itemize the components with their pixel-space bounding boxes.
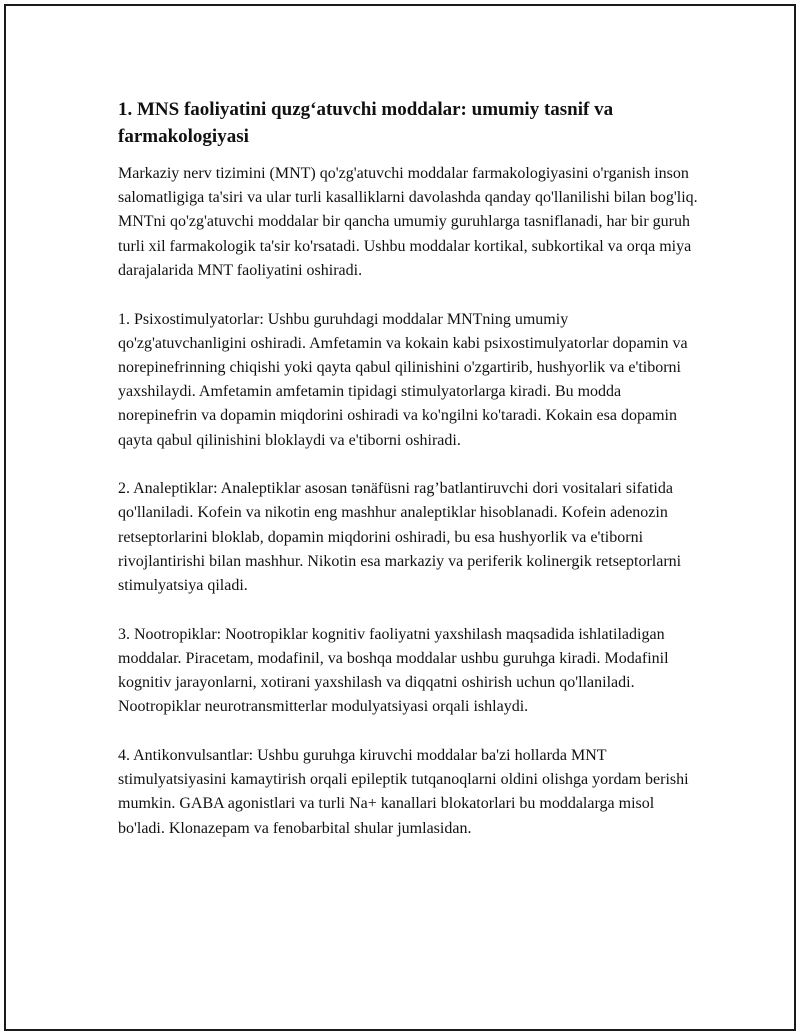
intro-paragraph: Markaziy nerv tizimini (MNT) qo'zg'atuvchi moddalar farmakologiyasini o'rganish inson salomatligiga ta'siri va ular turli kasalliklarni davolashda qanday qo'llanilishi bilan bog'liq. MNTni qo'zg'atuvchi moddalar bir qancha umumiy guruhlarga tasniflanadi, har bir guruh turli xil farmakologik ta'sir ko'rsatadi. Ushbu moddalar kortikal, subkortikal va orqa miya darajalarida MNT faoliyatini oshiradi. [118,165,698,279]
nootropiklar-paragraph: 3. Nootropiklar: Nootropiklar kognitiv faoliyatni yaxshilash maqsadida ishlatiladigan moddalar. Piracetam, modafinil, va boshqa moddalar ushbu guruhga kiradi. Modafinil kognitiv jarayonlarni, xotirani yaxshilash va diqqatni oshirish uchun qo'llaniladi. Nootropiklar neurotransmitterlar modulyatsiyasi orqali ishlaydi. [118,625,669,716]
antikonvulsantlar-paragraph: 4. Antikonvulsantlar: Ushbu guruhga kiruvchi moddalar ba'zi hollarda MNT stimulyatsiyasini kamaytirish orqali epileptik tutqanoqlarni oldini olishga yordam berishi mumkin. GABA agonistlari va turli Na+ kanallari blokatorlari bu moddalarga misol bo'ladi. Klonazepam va fenobarbital shular jumlasidan. [118,747,689,837]
analeptiklar-paragraph: 2. Analeptiklar: Analeptiklar asosan tənäfüsni rag’batlantiruvchi dori vositalari sifatida qo'llaniladi. Kofein va nikotin eng mashhur analeptiklar hisoblanadi. Kofein adenozin retseptorlarini bloklab, dopamin miqdorini oshiradi, bu esa hushyorlik va e'tiborni rivojlantirishi bilan mashhur. Nikotin esa markaziy va periferik kolinergik retseptorlarni stimulyatsiya qiladi. [118,480,682,595]
psixostimulyatorlar-paragraph: 1. Psixostimulyatorlar: Ushbu guruhdagi moddalar MNTning umumiy qo'zg'atuvchanligini oshiradi. Amfetamin va kokain kabi psixostimulyatorlar dopamin va norepinefrinning chiqishi yoki qayta qabul qilinishini o'zgartirib, hushyorlik va e'tiborni yaxshilaydi. Amfetamin amfetamin tipidagi stimulyatorlarga kiradi. Bu modda norepinefrin va dopamin miqdorini oshiradi va ko'ngilni ko'taradi. Kokain esa dopamin qayta qabul qilinishini bloklaydi va e'tiborni oshiradi. [118,310,688,449]
document-body [118,96,698,865]
page-frame [4,4,796,1031]
section-heading: 1. MNS faoliyatini quzg‘atuvchi moddalar: umumiy tasnif va farmakologiyasi [118,99,614,147]
